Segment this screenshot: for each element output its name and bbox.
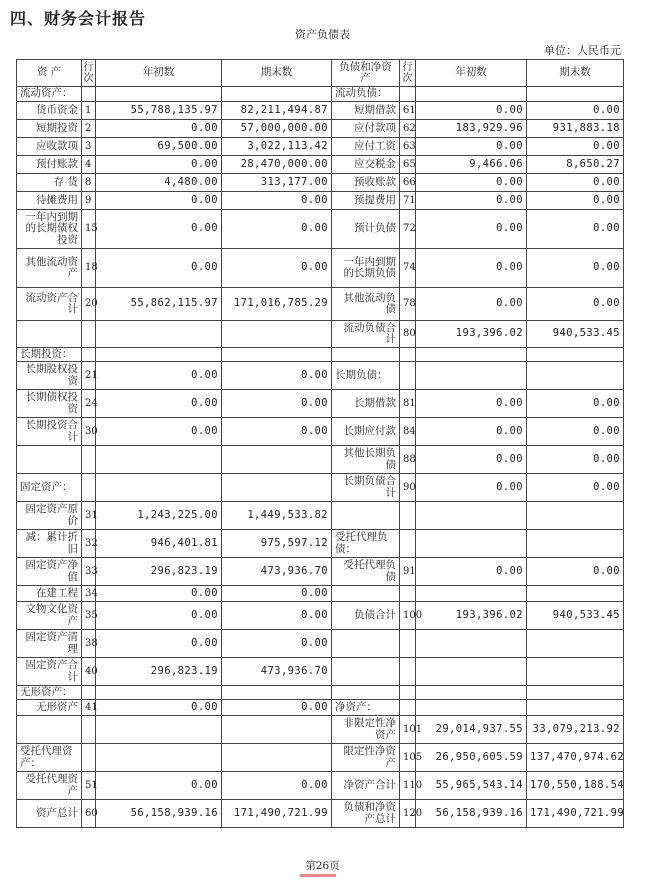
liability-end-amount <box>527 348 624 362</box>
asset-name <box>17 321 82 348</box>
table-row <box>17 502 624 530</box>
table-row <box>17 348 624 362</box>
asset-end-amount <box>222 321 332 348</box>
page-underline <box>300 874 336 877</box>
asset-end-amount <box>222 716 332 744</box>
liability-end-amount: 0.00 <box>527 446 624 474</box>
liability-end-amount: 940,533.45 <box>527 602 624 630</box>
asset-line-no: 4 <box>82 156 96 174</box>
liability-name: 受托代理负债： <box>332 530 400 558</box>
liability-line-no: 74 <box>400 249 416 288</box>
liability-line-no <box>400 700 416 716</box>
asset-name: 无形资产： <box>17 686 82 700</box>
asset-name <box>17 716 82 744</box>
liability-begin-amount: 0.00 <box>416 210 527 249</box>
table-row <box>17 288 624 321</box>
asset-line-no: 3 <box>82 138 96 156</box>
liability-begin-amount <box>416 658 527 686</box>
table-row <box>17 700 624 716</box>
asset-end-amount: 57,000,000.00 <box>222 120 332 138</box>
liability-name <box>332 348 400 362</box>
liability-end-amount <box>527 586 624 602</box>
header-begin-amount: 年初数 <box>96 60 222 87</box>
asset-line-no: 8 <box>82 174 96 192</box>
liability-end-amount <box>527 658 624 686</box>
liability-begin-amount: 0.00 <box>416 249 527 288</box>
asset-end-amount <box>222 474 332 502</box>
asset-name: 长期债权投资 <box>17 390 82 418</box>
liability-name <box>332 658 400 686</box>
asset-name: 长期投资合计 <box>17 418 82 446</box>
asset-name: 应收款项 <box>17 138 82 156</box>
asset-name: 减：累计折旧 <box>17 530 82 558</box>
table-row <box>17 87 624 102</box>
asset-line-no: 33 <box>82 558 96 586</box>
table-row <box>17 602 624 630</box>
asset-name: 固定资产： <box>17 474 82 502</box>
asset-end-amount: 171,490,721.99 <box>222 800 332 828</box>
table-row <box>17 362 624 390</box>
asset-line-no: 20 <box>82 288 96 321</box>
asset-line-no: 2 <box>82 120 96 138</box>
liability-begin-amount <box>416 586 527 602</box>
asset-name: 待摊费用 <box>17 192 82 210</box>
asset-begin-amount: 0.00 <box>96 602 222 630</box>
table-row <box>17 210 624 249</box>
liability-begin-amount: 0.00 <box>416 558 527 586</box>
table-row <box>17 249 624 288</box>
asset-begin-amount: 0.00 <box>96 772 222 800</box>
asset-begin-amount: 69,500.00 <box>96 138 222 156</box>
liability-begin-amount: 29,014,937.55 <box>416 716 527 744</box>
asset-line-no: 18 <box>82 249 96 288</box>
table-row <box>17 772 624 800</box>
table-row <box>17 120 624 138</box>
liability-line-no <box>400 87 416 102</box>
asset-name: 存 货 <box>17 174 82 192</box>
liability-end-amount: 0.00 <box>527 102 624 120</box>
asset-name: 固定资产净值 <box>17 558 82 586</box>
asset-name: 无形资产 <box>17 700 82 716</box>
liability-begin-amount: 193,396.02 <box>416 321 527 348</box>
liability-begin-amount: 9,466.06 <box>416 156 527 174</box>
liability-end-amount: 0.00 <box>527 418 624 446</box>
liability-name: 净资产： <box>332 700 400 716</box>
asset-line-no: 35 <box>82 602 96 630</box>
asset-end-amount: 473,936.70 <box>222 658 332 686</box>
asset-begin-amount: 0.00 <box>96 586 222 602</box>
asset-end-amount: 313,177.00 <box>222 174 332 192</box>
asset-end-amount: 0.00 <box>222 586 332 602</box>
asset-line-no: 40 <box>82 658 96 686</box>
table-row <box>17 630 624 658</box>
asset-name: 流动资产： <box>17 87 82 102</box>
liability-name: 长期负债： <box>332 362 400 390</box>
asset-begin-amount: 0.00 <box>96 390 222 418</box>
liability-end-amount <box>527 700 624 716</box>
liability-name: 负债和净资产总计 <box>332 800 400 828</box>
asset-line-no: 31 <box>82 502 96 530</box>
asset-end-amount <box>222 686 332 700</box>
liability-name: 其他流动负债 <box>332 288 400 321</box>
liability-line-no <box>400 686 416 700</box>
asset-end-amount <box>222 348 332 362</box>
liability-end-amount: 137,470,974.62 <box>527 744 624 772</box>
liability-end-amount: 8,650.27 <box>527 156 624 174</box>
liability-end-amount <box>527 686 624 700</box>
liability-end-amount <box>527 87 624 102</box>
asset-line-no <box>82 744 96 772</box>
asset-line-no: 32 <box>82 530 96 558</box>
liability-line-no: 62 <box>400 120 416 138</box>
liability-line-no: 65 <box>400 156 416 174</box>
liability-line-no <box>400 530 416 558</box>
liability-end-amount: 0.00 <box>527 174 624 192</box>
liability-end-amount <box>527 530 624 558</box>
asset-begin-amount <box>96 716 222 744</box>
liability-end-amount: 0.00 <box>527 474 624 502</box>
table-row <box>17 321 624 348</box>
liability-name: 预收账款 <box>332 174 400 192</box>
asset-begin-amount <box>96 686 222 700</box>
section-heading: 四、财务会计报告 <box>10 9 147 28</box>
liability-begin-amount <box>416 530 527 558</box>
liability-line-no: 110 <box>400 772 416 800</box>
asset-end-amount: 0.00 <box>222 602 332 630</box>
asset-end-amount: 0.00 <box>222 210 332 249</box>
liability-end-amount: 0.00 <box>527 249 624 288</box>
liability-end-amount: 33,079,213.92 <box>527 716 624 744</box>
asset-end-amount: 3,022,113.42 <box>222 138 332 156</box>
asset-end-amount <box>222 446 332 474</box>
asset-line-no: 34 <box>82 586 96 602</box>
liability-line-no <box>400 658 416 686</box>
table-row <box>17 390 624 418</box>
table-row <box>17 446 624 474</box>
asset-name: 资产总计 <box>17 800 82 828</box>
asset-line-no: 38 <box>82 630 96 658</box>
liability-name <box>332 686 400 700</box>
asset-name <box>17 446 82 474</box>
asset-end-amount: 0.00 <box>222 630 332 658</box>
liability-begin-amount <box>416 700 527 716</box>
asset-end-amount: 1,449,533.82 <box>222 502 332 530</box>
table-row <box>17 192 624 210</box>
liability-name: 非限定性净资产 <box>332 716 400 744</box>
asset-line-no <box>82 686 96 700</box>
liability-begin-amount: 0.00 <box>416 474 527 502</box>
asset-name: 长期股权投资 <box>17 362 82 390</box>
liability-end-amount: 0.00 <box>527 288 624 321</box>
table-row <box>17 744 624 772</box>
asset-end-amount: 171,016,785.29 <box>222 288 332 321</box>
liability-end-amount: 0.00 <box>527 138 624 156</box>
liability-line-no <box>400 362 416 390</box>
liability-name: 应付款项 <box>332 120 400 138</box>
header-end-amount: 期末数 <box>222 60 332 87</box>
liability-name: 长期应付款 <box>332 418 400 446</box>
table-row <box>17 686 624 700</box>
asset-name: 文物文化资产 <box>17 602 82 630</box>
asset-end-amount: 0.00 <box>222 192 332 210</box>
liability-name: 应付工资 <box>332 138 400 156</box>
liability-name: 负债合计 <box>332 602 400 630</box>
header-end-amount: 期末数 <box>527 60 624 87</box>
asset-end-amount: 0.00 <box>222 362 332 390</box>
asset-name: 固定资产合计 <box>17 658 82 686</box>
asset-line-no: 1 <box>82 102 96 120</box>
table-title: 资产负债表 <box>295 28 350 41</box>
liability-line-no: 88 <box>400 446 416 474</box>
asset-begin-amount: 0.00 <box>96 192 222 210</box>
asset-line-no: 24 <box>82 390 96 418</box>
liability-name: 受托代理负债 <box>332 558 400 586</box>
asset-name: 受托代理资产： <box>17 744 82 772</box>
asset-begin-amount: 0.00 <box>96 210 222 249</box>
liability-line-no: 105 <box>400 744 416 772</box>
asset-line-no <box>82 446 96 474</box>
asset-begin-amount: 1,243,225.00 <box>96 502 222 530</box>
asset-end-amount: 975,597.12 <box>222 530 332 558</box>
header-asset: 资 产 <box>17 60 82 87</box>
liability-begin-amount: 183,929.96 <box>416 120 527 138</box>
liability-end-amount: 931,883.18 <box>527 120 624 138</box>
asset-end-amount: 0.00 <box>222 390 332 418</box>
liability-name: 净资产合计 <box>332 772 400 800</box>
asset-name: 长期投资： <box>17 348 82 362</box>
liability-end-amount: 171,490,721.99 <box>527 800 624 828</box>
asset-begin-amount <box>96 348 222 362</box>
asset-end-amount: 0.00 <box>222 700 332 716</box>
liability-name <box>332 630 400 658</box>
liability-line-no <box>400 630 416 658</box>
table-row <box>17 174 624 192</box>
currency-unit: 单位：人民币元 <box>544 44 621 57</box>
liability-begin-amount: 0.00 <box>416 102 527 120</box>
liability-name: 长期借款 <box>332 390 400 418</box>
asset-line-no: 21 <box>82 362 96 390</box>
liability-line-no: 81 <box>400 390 416 418</box>
liability-name: 流动负债： <box>332 87 400 102</box>
liability-line-no: 63 <box>400 138 416 156</box>
asset-begin-amount: 0.00 <box>96 418 222 446</box>
liability-line-no: 80 <box>400 321 416 348</box>
liability-begin-amount: 0.00 <box>416 446 527 474</box>
asset-begin-amount <box>96 446 222 474</box>
asset-line-no <box>82 474 96 502</box>
page-number: 第26页 <box>305 860 340 872</box>
liability-name: 其他长期负债 <box>332 446 400 474</box>
header-begin-amount: 年初数 <box>416 60 527 87</box>
asset-end-amount: 0.00 <box>222 418 332 446</box>
asset-begin-amount <box>96 744 222 772</box>
asset-line-no: 9 <box>82 192 96 210</box>
asset-name: 固定资产清理 <box>17 630 82 658</box>
liability-name: 流动负债合计 <box>332 321 400 348</box>
asset-name: 固定资产原价 <box>17 502 82 530</box>
asset-end-amount: 0.00 <box>222 772 332 800</box>
asset-end-amount: 28,470,000.00 <box>222 156 332 174</box>
asset-begin-amount: 55,788,135.97 <box>96 102 222 120</box>
table-row <box>17 586 624 602</box>
asset-begin-amount: 0.00 <box>96 362 222 390</box>
liability-begin-amount: 0.00 <box>416 192 527 210</box>
liability-end-amount: 170,550,188.54 <box>527 772 624 800</box>
liability-line-no <box>400 348 416 362</box>
liability-begin-amount <box>416 87 527 102</box>
table-row <box>17 156 624 174</box>
liability-end-amount: 0.00 <box>527 192 624 210</box>
liability-name: 应交税金 <box>332 156 400 174</box>
liability-begin-amount: 26,950,605.59 <box>416 744 527 772</box>
asset-line-no <box>82 321 96 348</box>
liability-begin-amount <box>416 502 527 530</box>
asset-name: 受托代理资产 <box>17 772 82 800</box>
liability-line-no: 72 <box>400 210 416 249</box>
asset-name: 在建工程 <box>17 586 82 602</box>
liability-begin-amount <box>416 686 527 700</box>
asset-name: 其他流动资产 <box>17 249 82 288</box>
asset-begin-amount: 296,823.19 <box>96 558 222 586</box>
liability-begin-amount: 0.00 <box>416 138 527 156</box>
asset-name: 货币资金 <box>17 102 82 120</box>
header-line-no: 行次 <box>82 60 96 87</box>
liability-begin-amount: 55,965,543.14 <box>416 772 527 800</box>
liability-begin-amount <box>416 630 527 658</box>
asset-begin-amount: 296,823.19 <box>96 658 222 686</box>
liability-line-no: 78 <box>400 288 416 321</box>
liability-end-amount: 0.00 <box>527 390 624 418</box>
liability-line-no <box>400 586 416 602</box>
asset-line-no: 51 <box>82 772 96 800</box>
asset-end-amount <box>222 744 332 772</box>
table-row <box>17 102 624 120</box>
table-row <box>17 530 624 558</box>
asset-begin-amount: 4,480.00 <box>96 174 222 192</box>
liability-begin-amount: 0.00 <box>416 288 527 321</box>
liability-line-no: 61 <box>400 102 416 120</box>
liability-name: 限定性净资产 <box>332 744 400 772</box>
liability-end-amount: 940,533.45 <box>527 321 624 348</box>
table-row <box>17 474 624 502</box>
asset-name: 一年内到期的长期债权投资 <box>17 210 82 249</box>
liability-begin-amount: 0.00 <box>416 390 527 418</box>
liability-end-amount: 0.00 <box>527 558 624 586</box>
table-row <box>17 558 624 586</box>
liability-line-no: 66 <box>400 174 416 192</box>
asset-begin-amount <box>96 321 222 348</box>
liability-name: 一年内到期的长期负债 <box>332 249 400 288</box>
balance-sheet-table <box>16 59 624 828</box>
asset-name: 短期投资 <box>17 120 82 138</box>
asset-begin-amount <box>96 87 222 102</box>
asset-begin-amount: 0.00 <box>96 700 222 716</box>
table-row <box>17 658 624 686</box>
table-header-row <box>17 60 624 87</box>
asset-line-no <box>82 348 96 362</box>
asset-end-amount: 0.00 <box>222 249 332 288</box>
liability-line-no <box>400 502 416 530</box>
table-row <box>17 800 624 828</box>
asset-line-no: 41 <box>82 700 96 716</box>
liability-name <box>332 502 400 530</box>
asset-begin-amount: 946,401.81 <box>96 530 222 558</box>
liability-begin-amount: 0.00 <box>416 418 527 446</box>
liability-line-no: 100 <box>400 602 416 630</box>
header-line-no: 行次 <box>400 60 416 87</box>
asset-name: 流动资产合计 <box>17 288 82 321</box>
liability-end-amount <box>527 502 624 530</box>
liability-name <box>332 586 400 602</box>
liability-line-no: 90 <box>400 474 416 502</box>
liability-line-no: 91 <box>400 558 416 586</box>
liability-name: 短期借款 <box>332 102 400 120</box>
asset-end-amount: 82,211,494.87 <box>222 102 332 120</box>
asset-name: 预付账款 <box>17 156 82 174</box>
asset-begin-amount: 55,862,115.97 <box>96 288 222 321</box>
asset-begin-amount: 0.00 <box>96 630 222 658</box>
liability-line-no: 120 <box>400 800 416 828</box>
asset-end-amount: 473,936.70 <box>222 558 332 586</box>
table-row <box>17 418 624 446</box>
asset-begin-amount: 0.00 <box>96 120 222 138</box>
liability-begin-amount <box>416 362 527 390</box>
asset-line-no: 60 <box>82 800 96 828</box>
header-liability-equity: 负债和净资产 <box>332 60 400 87</box>
asset-line-no <box>82 87 96 102</box>
liability-begin-amount: 56,158,939.16 <box>416 800 527 828</box>
liability-name: 预提费用 <box>332 192 400 210</box>
liability-name: 预计负债 <box>332 210 400 249</box>
liability-begin-amount: 193,396.02 <box>416 602 527 630</box>
liability-begin-amount: 0.00 <box>416 174 527 192</box>
liability-end-amount <box>527 630 624 658</box>
asset-line-no: 15 <box>82 210 96 249</box>
asset-line-no: 30 <box>82 418 96 446</box>
asset-begin-amount: 0.00 <box>96 156 222 174</box>
asset-begin-amount: 56,158,939.16 <box>96 800 222 828</box>
table-row <box>17 138 624 156</box>
asset-begin-amount: 0.00 <box>96 249 222 288</box>
asset-line-no <box>82 716 96 744</box>
liability-begin-amount <box>416 348 527 362</box>
asset-end-amount <box>222 87 332 102</box>
liability-end-amount <box>527 362 624 390</box>
liability-name: 长期负债合计 <box>332 474 400 502</box>
asset-begin-amount <box>96 474 222 502</box>
liability-line-no: 71 <box>400 192 416 210</box>
table-row <box>17 716 624 744</box>
liability-line-no: 101 <box>400 716 416 744</box>
liability-end-amount: 0.00 <box>527 210 624 249</box>
liability-line-no: 84 <box>400 418 416 446</box>
